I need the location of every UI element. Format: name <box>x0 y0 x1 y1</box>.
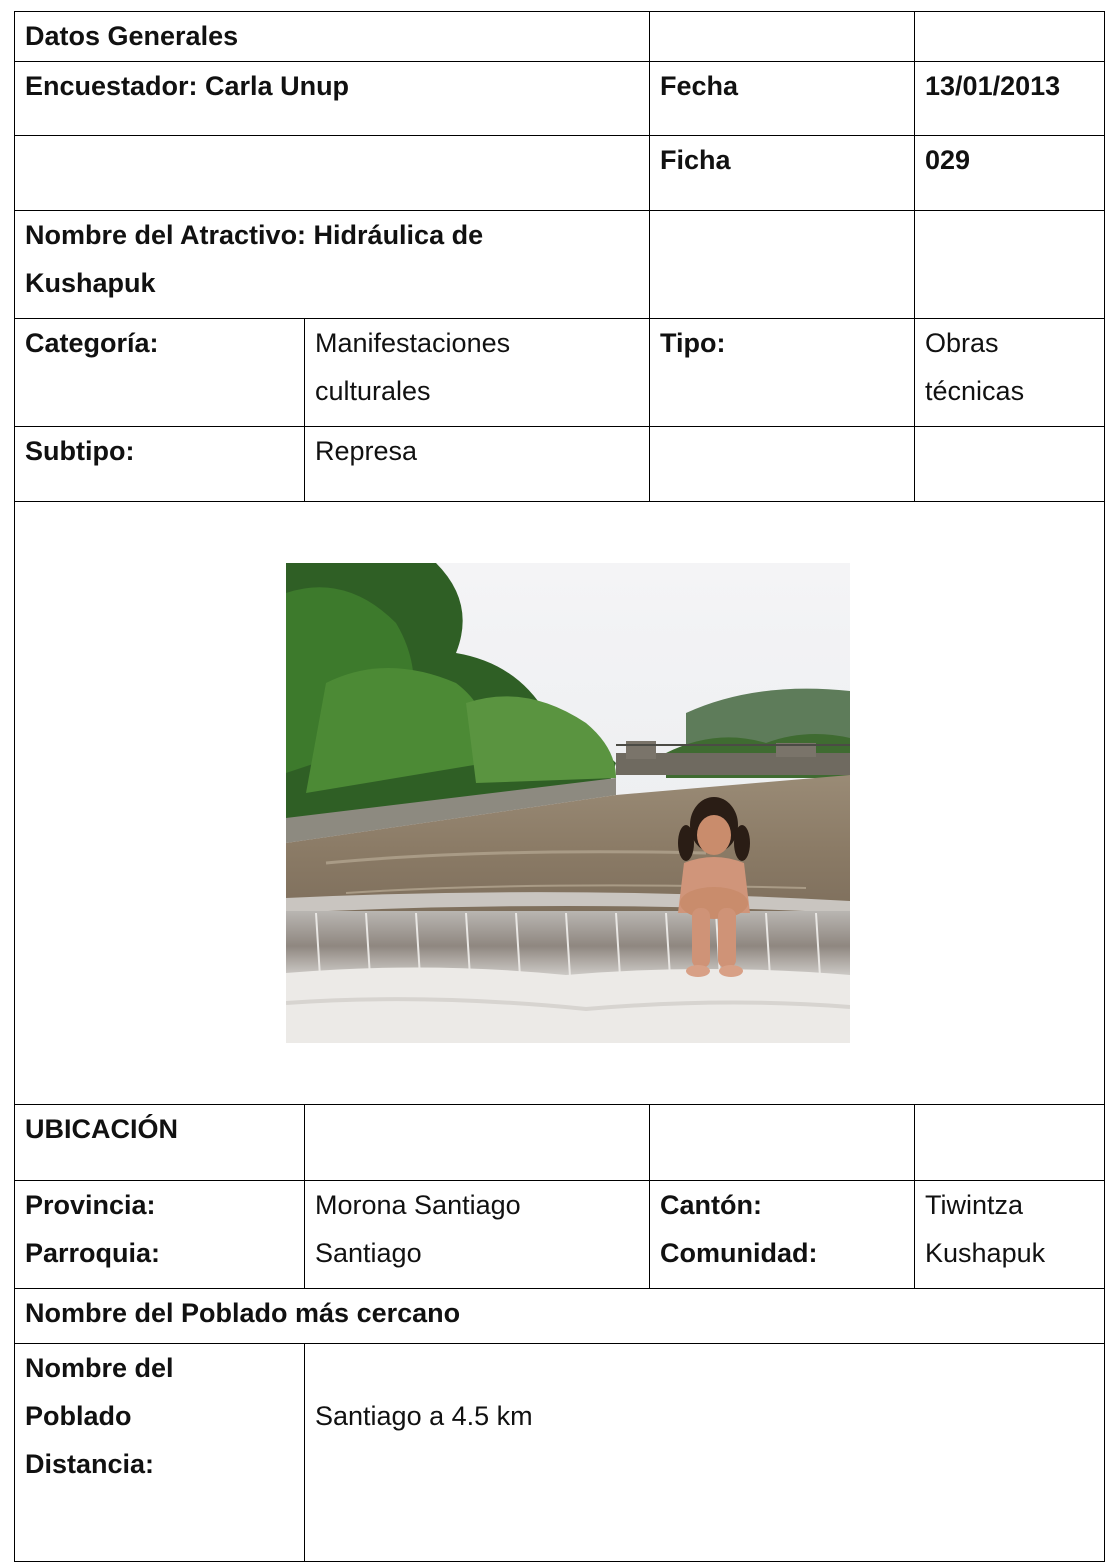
comunidad-value: Kushapuk <box>925 1238 1046 1268</box>
provincia-label: Provincia: <box>25 1190 156 1220</box>
photo-image-icon <box>286 563 850 1043</box>
empty-cell <box>650 1105 915 1181</box>
row-ficha <box>15 136 1105 211</box>
row-ubicacion <box>15 1105 1105 1181</box>
provincia-value: Morona Santiago <box>315 1190 521 1220</box>
ubicacion-heading: UBICACIÓN <box>15 1105 305 1181</box>
atractivo-line-2: Kushapuk <box>25 268 156 298</box>
spacer <box>315 1344 1094 1392</box>
subtipo-value: Represa <box>305 427 650 502</box>
empty-cell <box>650 12 915 62</box>
datos-generales-heading: Datos Generales <box>15 12 650 62</box>
row-atractivo <box>15 211 1105 319</box>
ficha-value: 029 <box>915 136 1105 211</box>
row-photo <box>15 502 1105 1105</box>
canton-label: Cantón: <box>660 1190 762 1220</box>
empty-cell <box>305 1105 650 1181</box>
tipo-label: Tipo: <box>650 319 915 427</box>
empty-cell <box>915 1105 1105 1181</box>
parroquia-value: Santiago <box>315 1238 422 1268</box>
canton-comunidad-labels <box>650 1181 915 1289</box>
poblado-labels <box>15 1344 305 1562</box>
poblado-heading: Nombre del Poblado más cercano <box>15 1289 1105 1344</box>
subtipo-label: Subtipo: <box>15 427 305 502</box>
atractivo-line-1: Nombre del Atractivo: Hidráulica de <box>25 220 484 250</box>
row-provincia <box>15 1181 1105 1289</box>
tipo-value <box>915 319 1105 427</box>
encuestador-text: Encuestador: Carla Unup <box>15 62 650 136</box>
atractivo-name <box>15 211 650 319</box>
categoria-value-line-1: Manifestaciones <box>315 328 511 358</box>
categoria-value-line-2: culturales <box>315 376 431 406</box>
comunidad-label: Comunidad: <box>660 1238 818 1268</box>
tipo-value-line-1: Obras <box>925 328 999 358</box>
row-subtipo <box>15 427 1105 502</box>
poblado-label-line-1: Nombre del <box>25 1353 174 1383</box>
row-categoria <box>15 319 1105 427</box>
fecha-label: Fecha <box>650 62 915 136</box>
row-poblado-heading <box>15 1289 1105 1344</box>
empty-cell <box>650 211 915 319</box>
categoria-value <box>305 319 650 427</box>
empty-cell <box>915 12 1105 62</box>
empty-cell <box>915 211 1105 319</box>
tipo-value-line-2: técnicas <box>925 376 1025 406</box>
poblado-label-line-2: Poblado <box>25 1401 132 1431</box>
photo-image <box>286 563 850 1043</box>
provincia-parroquia-values <box>305 1181 650 1289</box>
parroquia-label: Parroquia: <box>25 1238 161 1268</box>
fecha-value: 13/01/2013 <box>915 62 1105 136</box>
poblado-label-line-3: Distancia: <box>25 1449 155 1479</box>
canton-comunidad-values <box>915 1181 1105 1289</box>
empty-cell <box>15 136 650 211</box>
row-datos-generales <box>15 12 1105 62</box>
canton-value: Tiwintza <box>925 1190 1024 1220</box>
ficha-table <box>14 11 1105 1562</box>
row-encuestador <box>15 62 1105 136</box>
provincia-parroquia-labels <box>15 1181 305 1289</box>
photo-cell <box>15 502 1105 1105</box>
empty-cell <box>650 427 915 502</box>
empty-cell <box>915 427 1105 502</box>
poblado-value: Santiago a 4.5 km <box>315 1401 533 1431</box>
poblado-value-cell <box>305 1344 1105 1562</box>
ficha-label: Ficha <box>650 136 915 211</box>
row-poblado <box>15 1344 1105 1562</box>
categoria-label: Categoría: <box>15 319 305 427</box>
